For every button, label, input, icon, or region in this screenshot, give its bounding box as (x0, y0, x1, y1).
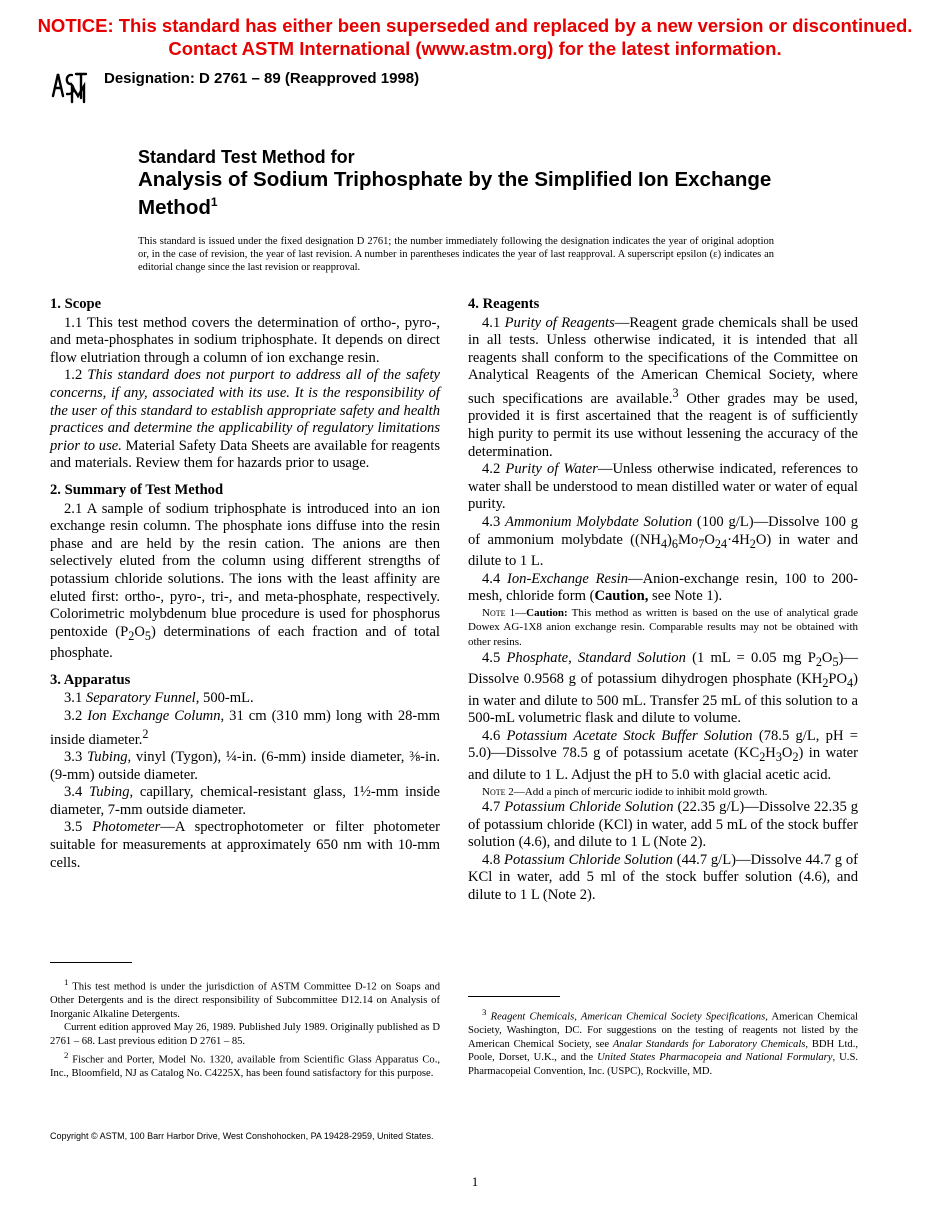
section-2-heading: 2. Summary of Test Method (50, 481, 224, 498)
para-4-6: 4.6 Potassium Acetate Stock Buffer Solution (78.5 g/L, pH = 5.0)—Dissolve 78.5 g of potassium acetate $(KC_2H_3O_2)$ in water and dilute to 1 L. Adjust the pH to 5.0 with glacial acetic acid. (468, 727, 859, 783)
page-number: 1 (471, 1174, 479, 1189)
title-footnote-ref: 1 (210, 195, 218, 209)
section-3-heading: 3. Apparatus (50, 671, 131, 688)
para-3-4: 3.4 Tubing, capillary, chemical-resistant glass, 1½-mm inside diameter, 7-mm outside diameter. (50, 784, 440, 818)
footnote-divider-left (50, 962, 132, 963)
section-4-heading: 4. Reagents (468, 296, 540, 312)
section-1-heading: 1. Scope (50, 296, 102, 312)
para-4-7: 4.7 Potassium Chloride Solution (22.35 g/L)—Dissolve 22.35 g of potassium chloride (KCl) in water, add 5 mL of the stock buffer solution (4.6), and dilute to 1 L (Note 2). (468, 799, 859, 851)
para-4-8: 4.8 Potassium Chloride Solution (44.7 g/L)—Dissolve 44.7 g of KCl in water, add 5 ml of the stock buffer solution (4.6), and dilute to 1 L (Note 2). (468, 851, 859, 904)
para-3-1: 3.1 Separatory Funnel, 500-mL. (64, 690, 254, 707)
copyright-line: Copyright © ASTM, 100 Barr Harbor Drive, West Conshohocken, PA 19428-2959, United States. (50, 1131, 434, 1141)
notice-line-2: Contact ASTM International (www.astm.org) for the latest information. (168, 38, 782, 59)
note-2: Note 2—Add a pinch of mercuric iodide to inhibit mold growth. (482, 785, 768, 798)
right-column (468, 296, 858, 905)
para-1-2: 1.2 This standard does not purport to address all of the safety concerns, if any, associated with its use. It is the responsibility of the user of this standard to establish appropriate safety and health practices and determine the applicability of regulatory limitations prior to use. Material Safety Data Sheets are available for reagents and materials. Review them for hazards prior to usage. (50, 367, 440, 472)
para-4-5: 4.5 Phosphate, Standard Solution (1 mL = 0.05 mg $P_2O_5)—Dissolve$ 0.9568 g of potassium dihydrogen phosphate $(KH_2PO_4)$ in water and dilute to 500 mL. Transfer 25 mL of this solution to a 500-mL volumetric flask and dilute to volume. (468, 649, 858, 727)
para-3-5: 3.5 Photometer—A spectrophotometer or filter photometer suitable for measurements at approximately 650 nm with 10-mm cells. (50, 819, 441, 871)
para-3-2: 3.2 Ion Exchange Column, 31 cm (310 mm) long with 28-mm inside diameter.$^2$ (50, 707, 440, 748)
para-4-4: 4.4 Ion-Exchange Resin—Anion-exchange resin, 100 to 200-mesh, chloride form (Caution, see Note 1). (468, 570, 859, 605)
left-column (50, 296, 440, 872)
title-prefix: Standard Test Method for (138, 147, 355, 167)
document-title (138, 146, 778, 219)
title-main (138, 168, 778, 219)
astm-logo-icon (50, 66, 94, 106)
notice-line-1: NOTICE: This standard has either been superseded and replaced by a new version or discontinued. (37, 15, 913, 36)
footnote-1-edition: Current edition approved May 26, 1989. Published July 1989. Originally published as D 2761 – 68. Last previous edition D 2761 – 85. (50, 1022, 440, 1047)
designation: Designation: D 2761 – 89 (Reapproved 1998) (104, 70, 420, 87)
footnote-divider-right (468, 996, 560, 997)
footnotes-left (50, 976, 440, 1080)
footnotes-right (468, 1006, 858, 1079)
title-text: Analysis of Sodium Triphosphate by the Simplified Ion Exchange Method (138, 168, 772, 219)
para-4-1: 4.1 Purity of Reagents—Reagent grade chemicals shall be used in all tests. Unless otherwise indicated, it is intended that all reagents shall conform to the specifications of the Committee on Analytical Reagents of the American Chemical Society, where such specifications are available.$^3$ Other grades may be used, provided it is first ascertained that the reagent is of sufficiently high purity to permit its use without lessening the accuracy of the determination. (468, 314, 858, 460)
note-1: Note 1—Caution: This method as written is based on the use of analytical grade Dowex AG-1X8 anion exchange resin. Comparable results may not be obtained with other resins. (468, 606, 858, 649)
supersession-notice (0, 14, 950, 60)
footnote-3: $^3$ Reagent Chemicals, American Chemical Society Specifications, American Chemical Society, Washington, DC. For suggestions on the testing of reagents not listed by the American Chemical Society, see Analar Standards for Laboratory Chemicals, BDH Ltd., Poole, Dorset, U.K., and the United States Pharmacopeia and National Formulary, U.S. Pharmacopeial Convention, Inc. (USPC), Rockville, MD. (468, 1007, 859, 1077)
para-4-3: 4.3 Ammonium Molybdate Solution (100 g/L)—Dissolve 100 g of ammonium molybdate $((NH_4)_6Mo_7O_{24}\cdot 4H_2O)$ in water and dilute to 1 L. (468, 513, 858, 570)
footnote-2: $^2$ Fischer and Porter, Model No. 1320, available from Scientific Glass Apparatus Co., Inc., Bloomfield, NJ as Catalog No. C4225X, has been found satisfactory for this purpose. (50, 1049, 440, 1079)
para-1-1: 1.1 This test method covers the determination of ortho-, pyro-, and meta-phosphates in sodium triphosphate. It depends on direct flow elutriation through a column of ion exchange resin. (50, 314, 440, 366)
footnote-1: $^1$ This test method is under the jurisdiction of ASTM Committee D-12 on Soaps and Other Detergents and is the direct responsibility of Subcommittee D12.14 on Analysis of Inorganic Alkaline Detergents. (50, 977, 440, 1020)
preamble: This standard is issued under the fixed designation D 2761; the number immediately following the designation indicates the year of original adoption or, in the case of revision, the year of last revision. A number in parentheses indicates the year of last reapproval. A superscript epsilon (ε) indicates an editorial change since the last revision or reapproval. (138, 236, 774, 273)
para-4-2: 4.2 Purity of Water—Unless otherwise indicated, references to water shall be understood to mean distilled water or water of equal purity. (468, 461, 858, 513)
para-2-1: 2.1 A sample of sodium triphosphate is introduced into an ion exchange resin column. The phosphate ions diffuse into the resin phase and are held by the resin cation. The anions are then selectively eluted from the column using different strengths of potassium chloride solutions. The ions with the least affinity are eluted first: ortho-, pyro-, tri-, and meta-phosphate, respectively. Colorimetric molybdenum blue procedure is used for phosphorus pentoxide $(P_2O_5)$ determinations of each fraction and of total phosphate. (50, 500, 440, 662)
para-3-3: 3.3 Tubing, vinyl (Tygon), ¼-in. (6-mm) inside diameter, ⅜-in. (9-mm) outside diameter. (50, 749, 440, 783)
